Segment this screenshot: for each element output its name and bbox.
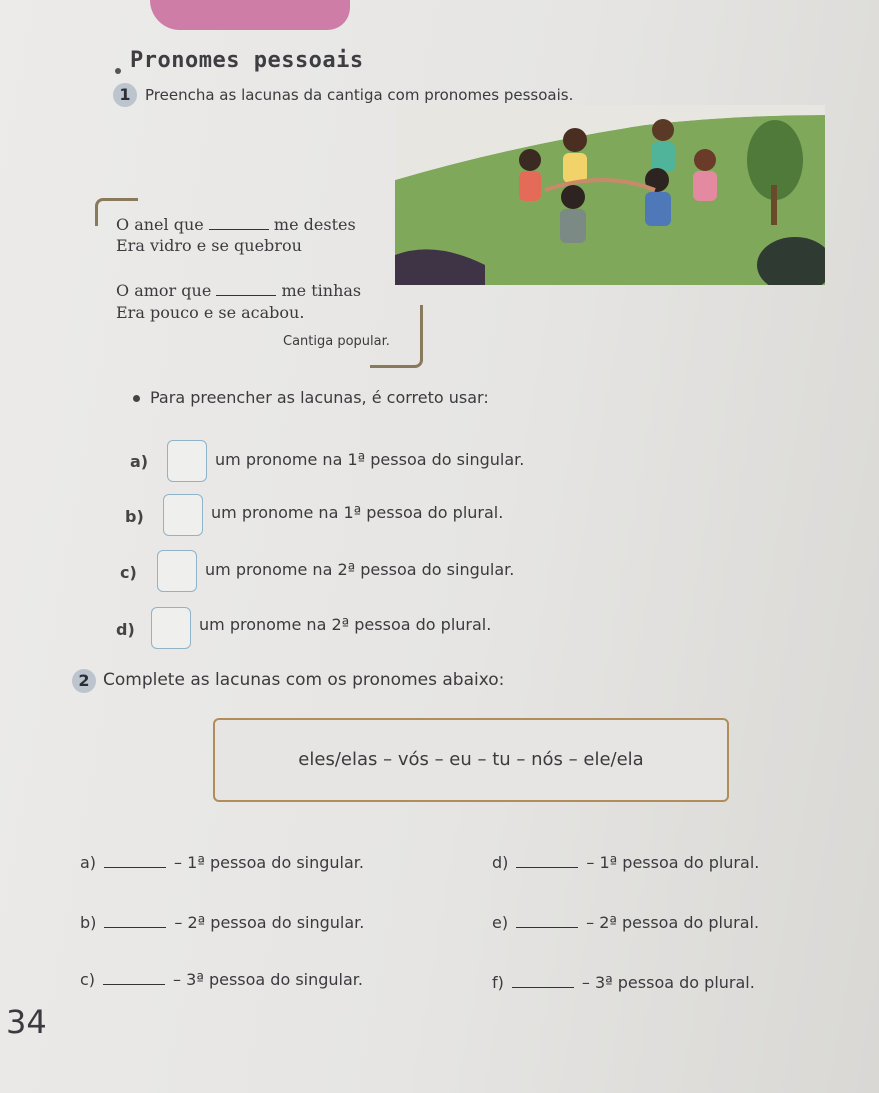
option-a-checkbox[interactable] xyxy=(167,440,207,482)
question-2-instruction: Complete as lacunas com os pronomes abaixo: xyxy=(103,670,505,690)
q2-blank-f[interactable] xyxy=(512,987,574,988)
q2-blank-d[interactable] xyxy=(516,867,578,868)
option-a-text: um pronome na 1ª pessoa do singular. xyxy=(215,450,525,469)
q2-item-d: d) – 1ª pessoa do plural. xyxy=(492,853,760,872)
q2-blank-a[interactable] xyxy=(104,867,166,868)
option-c-letter: c) xyxy=(120,563,137,582)
children-circle-illustration xyxy=(395,105,825,285)
title-bullet xyxy=(115,68,121,74)
option-d-text: um pronome na 2ª pessoa do plural. xyxy=(199,615,492,634)
decorative-swash xyxy=(150,0,350,30)
poem-blank-1[interactable] xyxy=(209,215,269,230)
q2-item-f: f) – 3ª pessoa do plural. xyxy=(492,973,755,992)
option-d-checkbox[interactable] xyxy=(151,607,191,649)
option-c-text: um pronome na 2ª pessoa do singular. xyxy=(205,560,515,579)
option-a-letter: a) xyxy=(130,452,149,471)
q2-item-c: c) – 3ª pessoa do singular. xyxy=(80,970,363,989)
q2-blank-c[interactable] xyxy=(103,984,165,985)
sub-question: Para preencher as lacunas, é correto usar: xyxy=(133,388,489,407)
option-c-checkbox[interactable] xyxy=(157,550,197,592)
q2-blank-e[interactable] xyxy=(516,927,578,928)
option-b-letter: b) xyxy=(125,507,144,526)
option-b-text: um pronome na 1ª pessoa do plural. xyxy=(211,503,504,522)
word-bank: eles/elas – vós – eu – tu – nós – ele/ela xyxy=(213,718,729,802)
question-1-instruction: Preencha as lacunas da cantiga com pronomes pessoais. xyxy=(145,86,574,104)
poem-line-3: O amor que me tinhas xyxy=(116,281,362,300)
option-b-checkbox[interactable] xyxy=(163,494,203,536)
q2-blank-b[interactable] xyxy=(104,927,166,928)
sub-question-bullet xyxy=(133,395,140,402)
question-2-badge: 2 xyxy=(72,669,96,693)
poem-source: Cantiga popular. xyxy=(283,334,390,349)
page-number: 34 xyxy=(6,1003,47,1041)
q2-item-a: a) – 1ª pessoa do singular. xyxy=(80,853,364,872)
poem-line-4: Era pouco e se acabou. xyxy=(116,303,305,322)
poem-line-2: Era vidro e se quebrou xyxy=(116,236,302,255)
section-title: Pronomes pessoais xyxy=(130,48,364,73)
option-d-letter: d) xyxy=(116,620,135,639)
decorative-bracket-bottom xyxy=(370,305,423,368)
poem-blank-2[interactable] xyxy=(216,281,276,296)
poem-line-1: O anel que me destes xyxy=(116,215,356,234)
q2-item-b: b) – 2ª pessoa do singular. xyxy=(80,913,365,932)
q2-item-e: e) – 2ª pessoa do plural. xyxy=(492,913,760,932)
question-1-badge: 1 xyxy=(113,83,137,107)
